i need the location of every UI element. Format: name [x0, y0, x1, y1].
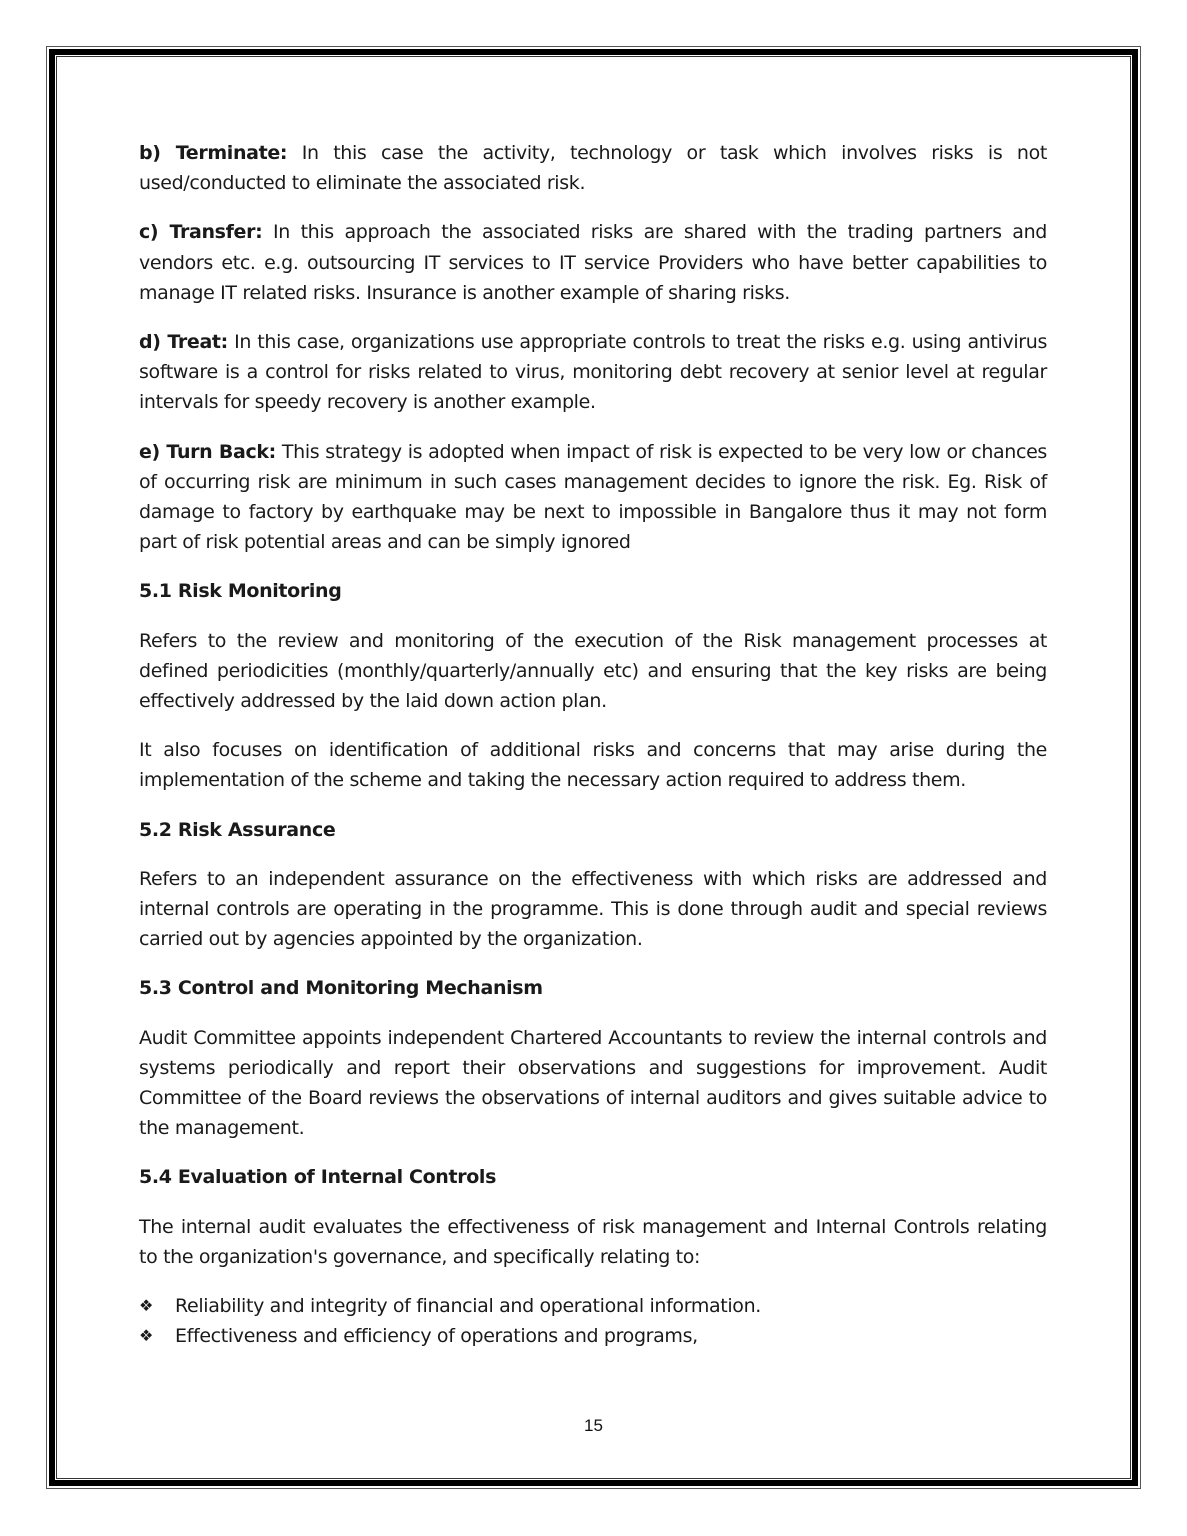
strategy-treat — [139, 327, 1047, 418]
strategy-text: In this approach the associated risks are shared with the trading partners and vendors etc. e.g. outsourcing IT services to IT service Providers who have better capabilities to manage IT related risks. Insurance is another example of sharing risks. — [139, 221, 1047, 304]
paragraph: The internal audit evaluates the effectiveness of risk management and Internal Controls relating to the organization's governance, and specifically relating to: — [139, 1215, 1047, 1268]
strategy-text: This strategy is adopted when impact of risk is expected to be very low or chances of occurring risk are minimum in such cases management decides to ignore the risk. Eg. Risk of damage to factory by earthquake may be next to impossible in Bangalore thus it may not form part of risk potential areas and can be simply ignored — [139, 440, 1047, 554]
diamond-bullet-icon: ❖ — [139, 1326, 153, 1346]
list-item — [139, 1291, 1047, 1321]
diamond-bullet-icon: ❖ — [139, 1296, 153, 1316]
strategy-turn-back — [139, 437, 1047, 558]
list-item-text: Effectiveness and efficiency of operations and programs, — [175, 1325, 698, 1348]
bullet-list — [139, 1291, 1047, 1351]
section-heading-risk-assurance: 5.2 Risk Assurance — [139, 818, 336, 841]
strategy-transfer — [139, 217, 1047, 308]
section-heading-risk-monitoring: 5.1 Risk Monitoring — [139, 580, 342, 603]
section-heading-evaluation-internal-controls: 5.4 Evaluation of Internal Controls — [139, 1166, 497, 1189]
strategy-terminate — [139, 138, 1047, 198]
strategy-label: b) Terminate: — [139, 142, 288, 164]
strategy-label: e) Turn Back: — [139, 440, 276, 463]
strategy-label: d) Treat: — [139, 331, 228, 354]
paragraph: It also focuses on identification of additional risks and concerns that may arise during the implementation of the scheme and taking the necessary action required to address them. — [139, 739, 1047, 792]
list-item — [139, 1321, 1047, 1351]
page-number: 15 — [584, 1416, 603, 1435]
paragraph: Refers to an independent assurance on the effectiveness with which risks are addressed and internal controls are operating in the programme. This is done through audit and special reviews carried out by agencies appointed by the organization. — [139, 867, 1047, 951]
strategy-label: c) Transfer: — [139, 221, 263, 244]
paragraph: Audit Committee appoints independent Chartered Accountants to review the internal controls and systems periodically and report their observations and suggestions for improvement. Audit Committee of the Board reviews the observations of internal auditors and gives suitable advice to the management. — [139, 1026, 1047, 1140]
section-heading-control-monitoring: 5.3 Control and Monitoring Mechanism — [139, 977, 543, 1000]
strategy-text: In this case the activity, technology or task which involves risks is not used/conducted to eliminate the associated risk. — [139, 142, 1047, 195]
list-item-text: Reliability and integrity of financial and operational information. — [175, 1295, 761, 1318]
strategy-text: In this case, organizations use appropriate controls to treat the risks e.g. using antivirus software is a control for risks related to virus, monitoring debt recovery at senior level at regular intervals for speedy recovery is another example. — [139, 331, 1047, 414]
paragraph: Refers to the review and monitoring of the execution of the Risk management processes at defined periodicities (monthly/quarterly/annually etc) and ensuring that the key risks are being effectively addressed by the laid down action plan. — [139, 629, 1047, 713]
document-body — [139, 138, 1047, 1352]
